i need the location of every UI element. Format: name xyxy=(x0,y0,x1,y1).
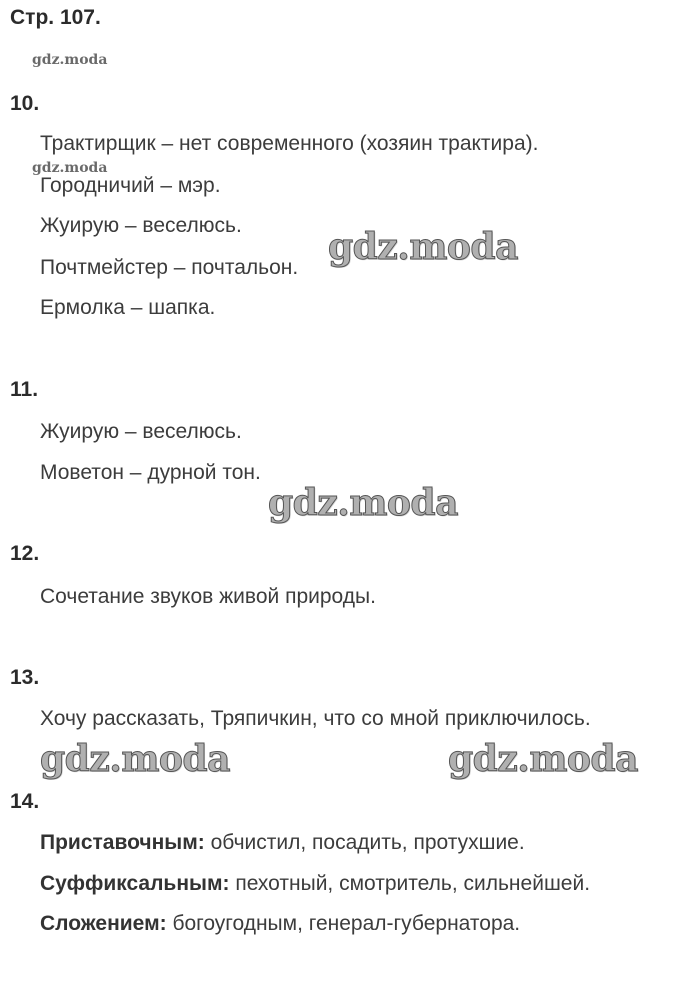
task-10-line-1: Трактирщик – нет современного (хозяин трактира). xyxy=(40,132,539,155)
task-10-line-3: Жуирую – веселюсь. xyxy=(40,214,242,237)
task-14-entry-3 xyxy=(40,912,520,936)
task-11-line-1: Жуирую – веселюсь. xyxy=(40,420,242,443)
entry-words: богоугодным, генерал-губернатора. xyxy=(166,912,521,935)
watermark-large: gdz.moda xyxy=(40,738,230,780)
task-11-line-2: Моветон – дурной тон. xyxy=(40,461,261,484)
task-10-line-2: Городничий – мэр. xyxy=(40,174,221,197)
task-12-line-1: Сочетание звуков живой природы. xyxy=(40,585,376,608)
entry-words: пехотный, смотритель, сильнейшей. xyxy=(229,872,591,895)
watermark-small: gdz.moda xyxy=(32,160,108,176)
entry-term: Сложением: xyxy=(40,912,167,935)
task-13-line-1: Хочу рассказать, Тряпичкин, что со мной приключилось. xyxy=(40,707,591,730)
page-header: Стр. 107. xyxy=(10,6,101,29)
watermark-large: gdz.moda xyxy=(328,226,518,268)
task-10-line-4: Почтмейстер – почтальон. xyxy=(40,256,299,279)
task-number-14: 14. xyxy=(10,790,40,813)
watermark-small: gdz.moda xyxy=(32,52,108,68)
task-number-11: 11. xyxy=(10,378,39,401)
task-number-13: 13. xyxy=(10,666,40,689)
entry-words: обчистил, посадить, протухшие. xyxy=(204,831,525,854)
task-14-entry-1 xyxy=(40,831,525,855)
watermark-large: gdz.moda xyxy=(268,482,458,524)
entry-term: Приставочным: xyxy=(40,831,205,854)
task-14-entry-2 xyxy=(40,872,590,896)
entry-term: Суффиксальным: xyxy=(40,872,230,895)
task-number-10: 10. xyxy=(10,92,40,115)
task-10-line-5: Ермолка – шапка. xyxy=(40,296,216,319)
watermark-large: gdz.moda xyxy=(448,738,638,780)
task-number-12: 12. xyxy=(10,542,40,565)
